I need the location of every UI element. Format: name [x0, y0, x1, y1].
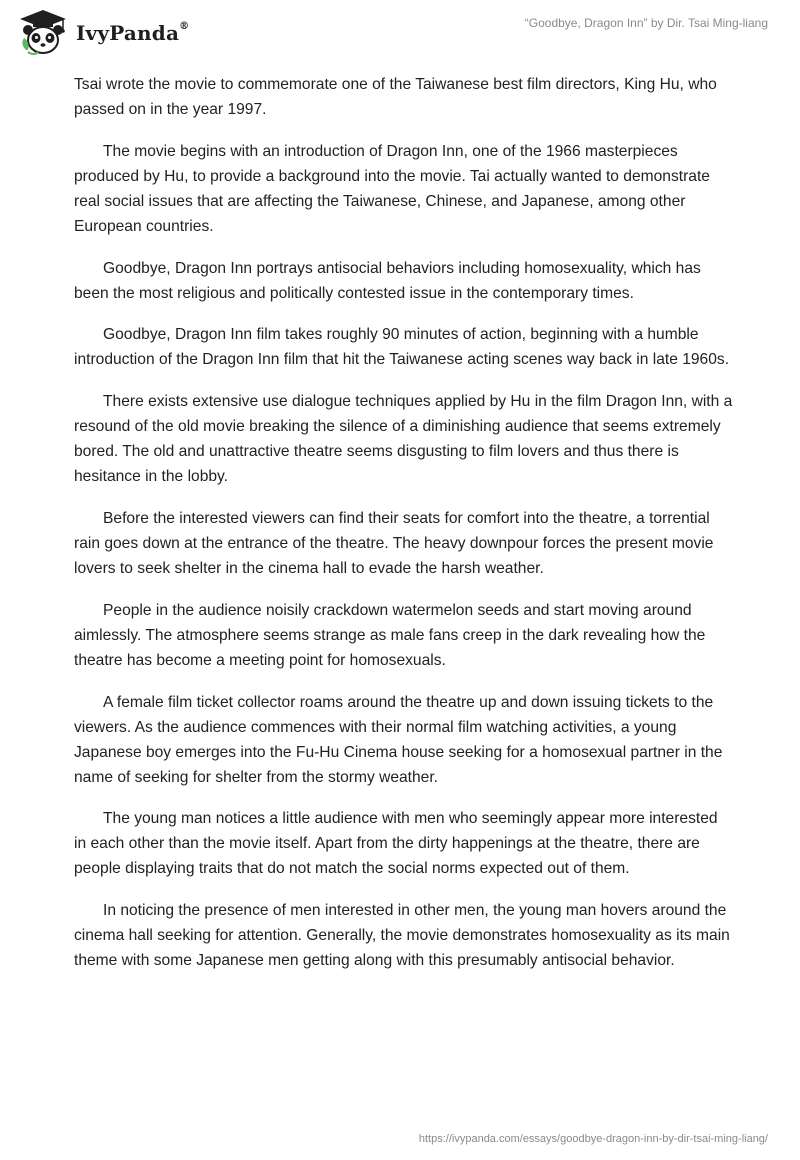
paragraph: The young man notices a little audience with men who seemingly appear more interested in each other than the movie itself. Apart from the dirty happenings at the theatre, there are people displaying traits that do not match the social norms expected out of them.: [74, 810, 718, 878]
paragraph: Goodbye, Dragon Inn film takes roughly 90 minutes of action, beginning with a humble introduction of the Dragon Inn film that hit the Taiwanese acting scenes way back in late 1960s.: [74, 326, 730, 369]
panda-graduate-icon: [16, 8, 70, 58]
brand-name: IvyPanda®: [76, 21, 190, 45]
paragraph: Before the interested viewers can find their seats for comfort into the theatre, a torrential rain goes down at the entrance of the theatre. The heavy downpour forces the present movie lovers to seek shelter in the cinema hall to evade the harsh weather.: [74, 509, 714, 577]
paragraph: People in the audience noisily crackdown watermelon seeds and start moving around aimlessly. The atmosphere seems strange as male fans creep in the dark revealing how the theatre has become a meeting point for homosexuals.: [74, 601, 706, 669]
paragraph: In noticing the presence of men interested in other men, the young man hovers around the cinema hall seeking for attention. Generally, the movie demonstrates homosexuality as its main theme with some Japanese men getting along with this presumably antisocial behavior.: [74, 902, 730, 970]
ivypanda-logo[interactable]: [16, 8, 189, 58]
paragraph: A female film ticket collector roams around the theatre up and down issuing tickets to the viewers. As the audience commences with their normal film watching activities, a young Japanese boy emerges into the Fu-Hu Cinema house seeking for a homosexual partner in the name of seeking for shelter from the stormy weather.: [74, 693, 723, 786]
paragraph: Tsai wrote the movie to commemorate one of the Taiwanese best film directors, King Hu, who passed on in the year 1997.: [74, 76, 717, 118]
paragraph: There exists extensive use dialogue techniques applied by Hu in the film Dragon Inn, with a resound of the old movie breaking the silence of a diminishing audience that seems extremely bored. The old and unattractive theatre seems disgusting to film lovers and thus there is hesitance in the lobby.: [74, 393, 733, 486]
document-title: “Goodbye, Dragon Inn” by Dir. Tsai Ming-liang: [524, 16, 768, 30]
page-header: [0, 0, 800, 60]
source-url-link[interactable]: https://ivypanda.com/essays/goodbye-dragon-inn-by-dir-tsai-ming-liang/: [418, 1133, 768, 1145]
essay-body: [74, 72, 734, 990]
paragraph: The movie begins with an introduction of Dragon Inn, one of the 1966 masterpieces produced by Hu, to provide a background into the movie. Tai actually wanted to demonstrate real social issues that are affecting the Taiwanese, Chinese, and Japanese, among other European countries.: [74, 142, 710, 235]
paragraph: Goodbye, Dragon Inn portrays antisocial behaviors including homosexuality, which has been the most religious and politically contested issue in the contemporary times.: [74, 259, 701, 302]
